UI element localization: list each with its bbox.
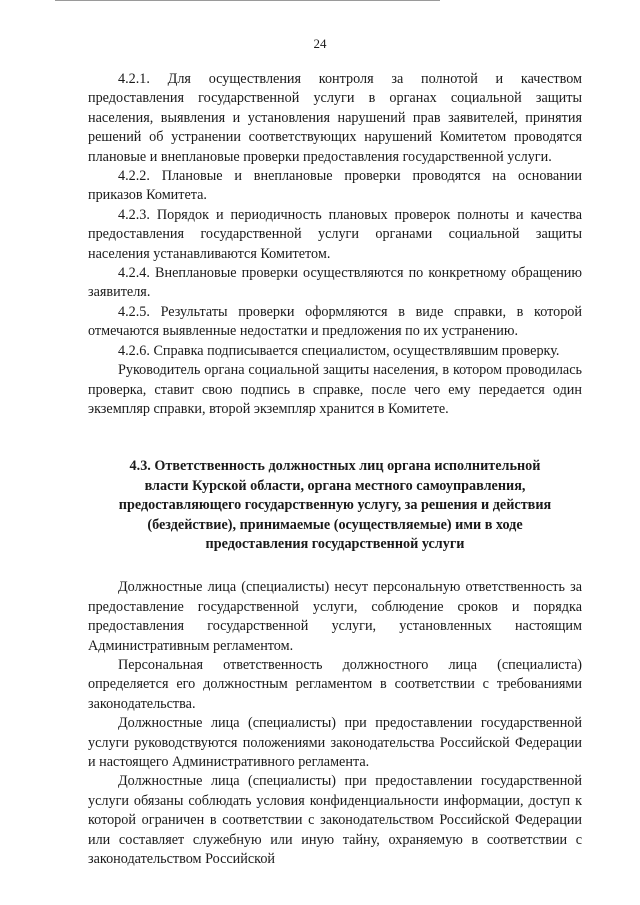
paragraph-confidentiality: Должностные лица (специалисты) при предоставлении государственной услуги обязаны соблюдать условия конфиденциальности информации, доступ к которой ограничен в соответствии с законодательством Российской Федерации или составляет служебную или иную тайну, охраняемую в соответствии с законодательством Российской [88, 773, 582, 868]
paragraph-responsibility: Должностные лица (специалисты) несут персональную ответственность за предоставление государственной услуги, соблюдение сроков и порядка предоставления государственной услуги, установленных настоящим Административным регламентом. [88, 579, 582, 654]
page-number: 24 [313, 36, 327, 51]
document-body [88, 70, 582, 869]
section-heading-4-3: 4.3. Ответственность должностных лиц органа исполнительной власти Курской области, органа местного самоуправления, предоставляющего государственную услугу, за решения и действия (бездействие), принимаемые (осуществляемые) ими в ходе предоставления государственной услуги [118, 458, 552, 552]
paragraph-4-2-3: 4.2.3. Порядок и периодичность плановых проверок полноты и качества предоставления государственной услуги органами социальной защиты населения устанавливаются Комитетом. [88, 206, 582, 262]
paragraph-4-2-1: 4.2.1. Для осуществления контроля за полнотой и качеством предоставления государственной услуги в органах социальной защиты населения, выявления и установления нарушений прав заявителей, принятия решений об устранении соответствующих нарушений Комитетом проводятся плановые и внеплановые проверки предоставления государственной услуги. [88, 71, 582, 165]
paragraph-4-2-5: 4.2.5. Результаты проверки оформляются в виде справки, в которой отмечаются выявленные недостатки и предложения по их устранению. [88, 303, 582, 340]
paragraph-personal-responsibility: Персональная ответственность должностного лица (специалиста) определяется его должностным регламентом в соответствии с требованиями законодательства. [88, 656, 582, 712]
paragraph-4-2-2: 4.2.2. Плановые и внеплановые проверки проводятся на основании приказов Комитета. [88, 168, 582, 204]
paragraph-4-2-6: 4.2.6. Справка подписывается специалистом, осуществлявшим проверку. [118, 342, 560, 359]
paragraph-4-2-4: 4.2.4. Внеплановые проверки осуществляются по конкретному обращению заявителя. [88, 265, 582, 301]
page-top-edge-line [55, 0, 440, 1]
paragraph-head-signature: Руководитель органа социальной защиты населения, в котором проводилась проверка, ставит свою подпись в справке, после чего ему передается один экземпляр справки, второй экземпляр хранится в Комитете. [88, 362, 582, 417]
paragraph-legislation: Должностные лица (специалисты) при предоставлении государственной услуги руководствуются положениями законодательства Российской Федерации и настоящего Административного регламента. [88, 715, 582, 770]
